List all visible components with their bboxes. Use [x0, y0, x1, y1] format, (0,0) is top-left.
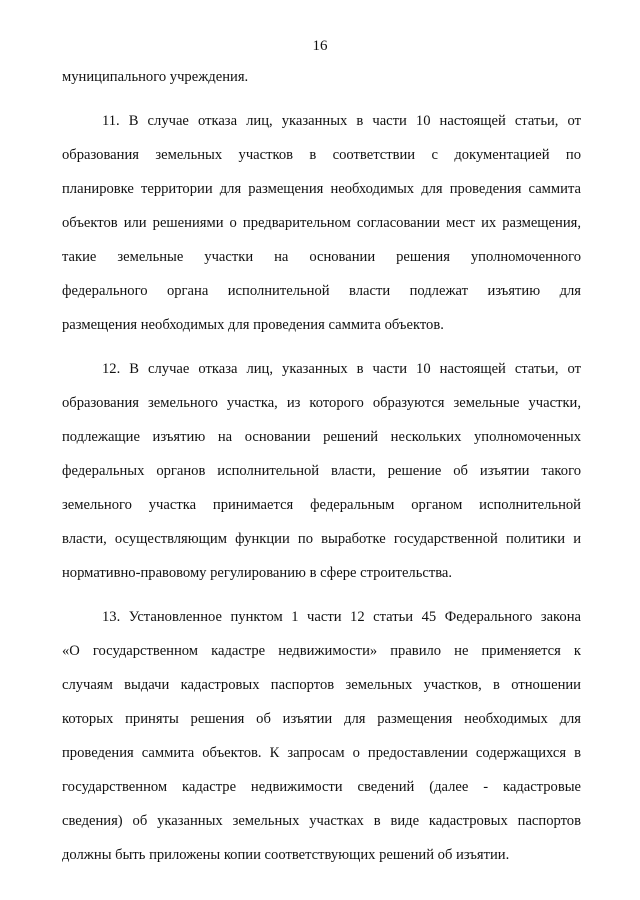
text-line: размещения необходимых для проведения саммита объектов. [62, 317, 444, 333]
text-line: которых приняты решения об изъятии для размещения необходимых для [62, 711, 581, 727]
text-line: подлежащие изъятию на основании решений нескольких уполномоченных [62, 429, 581, 445]
text-line: планировке территории для размещения необходимых для проведения саммита [62, 181, 581, 197]
text-line: случаям выдачи кадастровых паспортов земельных участков, в отношении [62, 677, 581, 693]
text-line: власти, осуществляющим функции по выработке государственной политики и [62, 531, 581, 547]
text-line: должны быть приложены копии соответствующих решений об изъятии. [62, 847, 510, 863]
text-line: муниципального учреждения. [62, 69, 249, 85]
text-line: образования земельных участков в соответствии с документацией по [62, 147, 581, 163]
text-line: земельного участка принимается федеральным органом исполнительной [62, 497, 581, 513]
paragraph-item-12 [62, 352, 581, 590]
paragraph-item-13 [62, 600, 581, 872]
text-line: образования земельного участка, из которого образуются земельные участки, [62, 395, 581, 411]
text-line: проведения саммита объектов. К запросам о предоставлении содержащихся в [62, 745, 581, 761]
text-line: федерального органа исполнительной власти подлежат изъятию для [62, 283, 581, 299]
document-body [62, 60, 581, 872]
text-line: 12. В случае отказа лиц, указанных в части 10 настоящей статьи, от [102, 361, 581, 377]
text-line: сведения) об указанных земельных участках в виде кадастровых паспортов [62, 813, 581, 829]
text-line: государственном кадастре недвижимости сведений (далее - кадастровые [62, 779, 581, 795]
text-line: 11. В случае отказа лиц, указанных в части 10 настоящей статьи, от [102, 113, 581, 129]
paragraph-item-11 [62, 104, 581, 342]
page-number: 16 [312, 38, 328, 54]
text-line: федеральных органов исполнительной власти, решение об изъятии такого [62, 463, 581, 479]
text-line: «О государственном кадастре недвижимости» правило не применяется к [62, 643, 581, 659]
text-line: объектов или решениями о предварительном согласовании мест их размещения, [62, 215, 581, 231]
text-line: 13. Установленное пунктом 1 части 12 статьи 45 Федерального закона [102, 609, 581, 625]
text-line: нормативно-правовому регулированию в сфере строительства. [62, 565, 453, 581]
paragraph-continuation [62, 60, 581, 94]
text-line: такие земельные участки на основании решения уполномоченного [62, 249, 581, 265]
